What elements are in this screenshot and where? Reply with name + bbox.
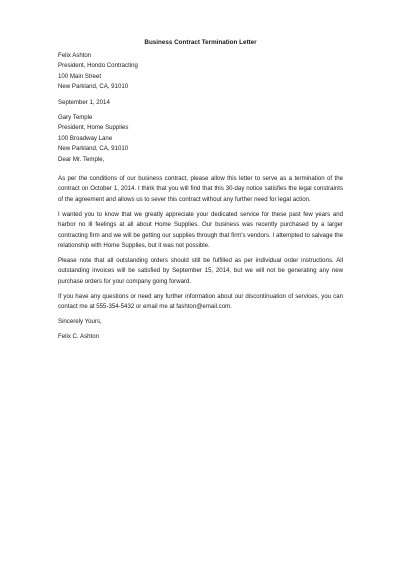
recipient-name: Gary Temple — [58, 114, 93, 122]
sender-street: 100 Main Street — [58, 72, 102, 80]
letter-date-block — [58, 98, 343, 108]
letter-title: Business Contract Termination Letter — [144, 39, 257, 46]
recipient-street: 100 Broadway Lane — [58, 134, 113, 142]
sender-position: President, Hondo Contracting — [58, 62, 138, 70]
closing-block — [58, 317, 343, 327]
sender-city: New Parkland, CA, 91010 — [58, 83, 129, 91]
sender-address — [58, 51, 343, 93]
body-paragraph: As per the conditions of our business contract, please allow this letter to serve as a termination of the contract on October 1, 2014. I think that you will find that this 30-day notice satisfies the legal constraints of the agreement and allows us to sever this contract without any further need for legal action. — [58, 175, 343, 203]
body-paragraph: If you have any questions or need any further information about our discontinuation of services, you can contact me at 555-354-5432 or email me at fashton@email.com. — [58, 292, 343, 311]
recipient-position: President, Home Supplies — [58, 124, 129, 132]
body-paragraph: Please note that all outstanding orders should still be fulfilled as per individual order instructions. All outstanding invoices will be satisfied by September 15, 2014, but we will not be generating any new purchase orders for your company going forward. — [58, 256, 343, 285]
recipient-address — [58, 113, 343, 165]
sender-name: Felix Ashton — [58, 52, 92, 59]
closing: Sincerely Yours, — [58, 317, 102, 325]
signature-block — [58, 332, 343, 342]
body-paragraph: I wanted you to know that we greatly appreciate your dedicated service for these past few years and harbor no ill feelings at all about Home Supplies. Our business was recently purchased by a larger contracting firm and we will be getting our supplies through that firm's vendors. I attempted to salvage the relationship with Home Supplies, but it was not possible. — [58, 210, 343, 249]
signature: Felix C. Ashton — [58, 333, 99, 341]
letter-date: September 1, 2014 — [58, 98, 110, 106]
salutation: Dear Mr. Temple, — [58, 155, 105, 163]
recipient-city: New Parkland, CA, 91010 — [58, 145, 129, 153]
